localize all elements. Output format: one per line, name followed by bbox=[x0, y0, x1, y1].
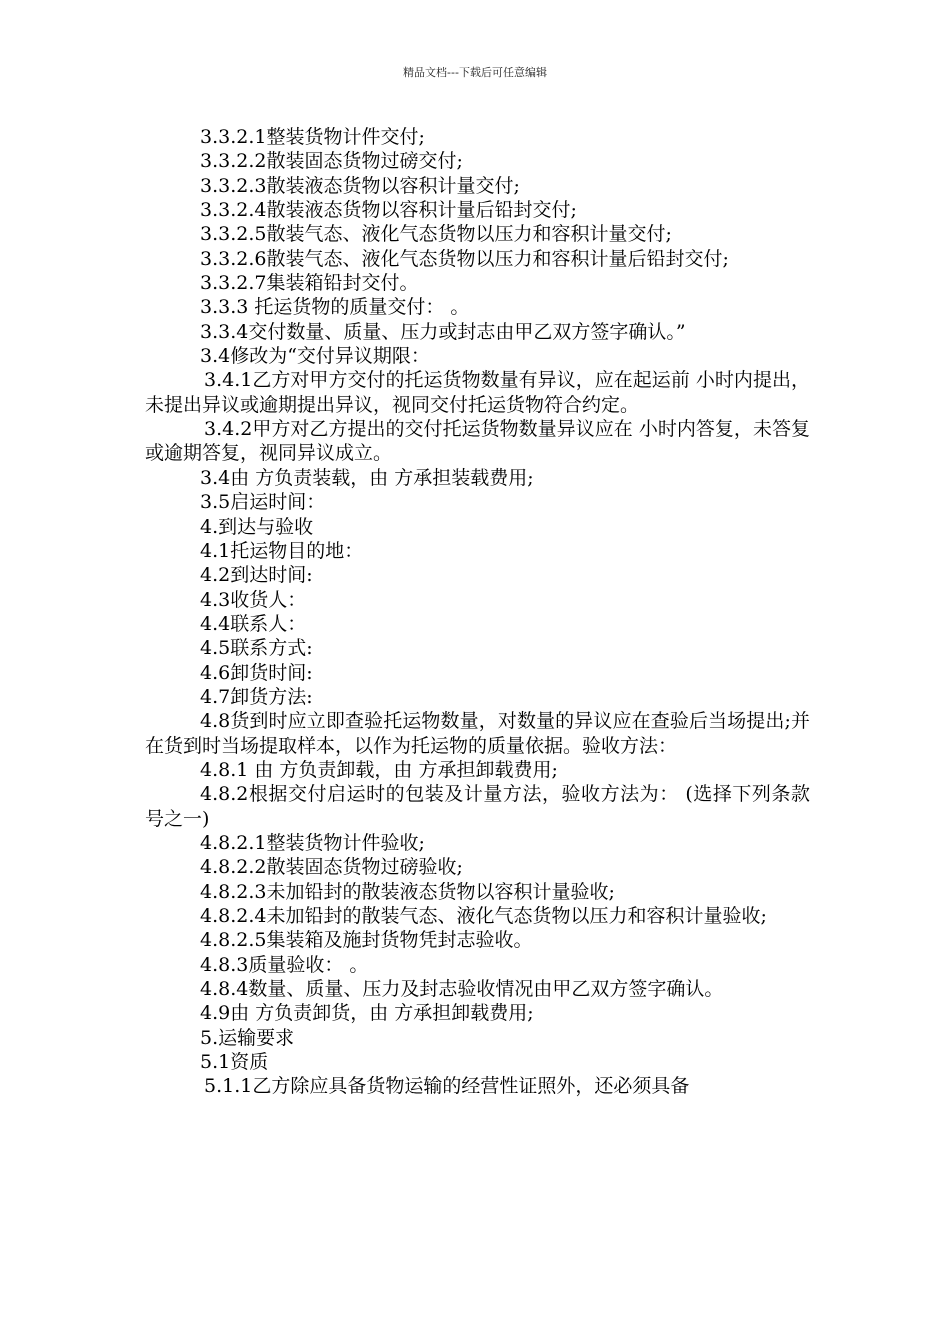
paragraph: 3.3.3 托运货物的质量交付： 。 bbox=[200, 296, 470, 319]
paragraph: 4.4联系人： bbox=[200, 612, 307, 635]
document-body bbox=[145, 125, 810, 1099]
paragraph: 4.7卸货方法: bbox=[200, 685, 313, 708]
paragraph: 4.8.2.5集装箱及施封货物凭封志验收。 bbox=[200, 929, 533, 952]
paragraph: 3.3.2.5散装气态、液化气态货物以压力和容积计量交付; bbox=[200, 223, 672, 246]
paragraph: 4.3收货人： bbox=[200, 588, 307, 611]
paragraph: 4.8.2根据交付启运时的包装及计量方法，验收方法为： (选择下列条款号之一) bbox=[145, 783, 810, 830]
paragraph: 3.3.2.1整装货物计件交付; bbox=[200, 126, 425, 148]
paragraph: 4.8.2.1整装货物计件验收; bbox=[200, 831, 425, 854]
paragraph: 4.2到达时间: bbox=[200, 564, 313, 587]
section-heading: 5.运输要求 bbox=[200, 1026, 295, 1049]
paragraph: 3.3.2.2散装固态货物过磅交付; bbox=[200, 150, 463, 173]
paragraph: 3.4修改为“交付异议期限： bbox=[200, 345, 430, 368]
paragraph: 4.8货到时应立即查验托运物数量，对数量的异议应在查验后当场提出;并在货到时当场提取样本，以作为托运物的质量依据。验收方法： bbox=[145, 710, 810, 757]
paragraph: 4.5联系方式: bbox=[200, 637, 313, 660]
paragraph: 3.4.1乙方对甲方交付的托运货物数量有异议，应在起运前 小时内提出，未提出异议或逾期提出异议，视同交付托运货物符合约定。 bbox=[145, 369, 810, 416]
section-heading: 4.到达与验收 bbox=[200, 515, 314, 538]
paragraph: 3.4.2甲方对乙方提出的交付托运货物数量异议应在 小时内答复，未答复或逾期答复，视同异议成立。 bbox=[145, 418, 810, 465]
paragraph: 3.4由 方负责装载，由 方承担装载费用; bbox=[200, 466, 534, 489]
paragraph: 5.1资质 bbox=[200, 1051, 269, 1074]
paragraph: 3.3.2.3散装液态货物以容积计量交付; bbox=[200, 174, 520, 197]
paragraph: 3.3.2.4散装液态货物以容积计量后铅封交付; bbox=[200, 199, 577, 222]
paragraph: 4.8.4数量、质量、压力及封志验收情况由甲乙双方签字确认。 bbox=[200, 978, 724, 1001]
paragraph: 3.3.2.7集装箱铅封交付。 bbox=[200, 272, 419, 295]
paragraph: 4.8.2.2散装固态货物过磅验收; bbox=[200, 856, 463, 879]
paragraph: 4.6卸货时间: bbox=[200, 661, 313, 684]
paragraph: 4.8.3质量验收： 。 bbox=[200, 953, 369, 976]
paragraph: 4.8.1 由 方负责卸载，由 方承担卸载费用; bbox=[200, 758, 558, 781]
paragraph: 3.3.2.6散装气态、液化气态货物以压力和容积计量后铅封交付; bbox=[200, 247, 729, 270]
paragraph: 5.1.1乙方除应具备货物运输的经营性证照外，还必须具备 bbox=[204, 1075, 690, 1098]
paragraph: 3.3.4交付数量、质量、压力或封志由甲乙双方签字确认。” bbox=[200, 320, 686, 343]
paragraph: 3.5启运时间： bbox=[200, 491, 326, 514]
paragraph: 4.8.2.3未加铅封的散装液态货物以容积计量验收; bbox=[200, 880, 615, 903]
paragraph: 4.9由 方负责卸货，由 方承担卸载费用; bbox=[200, 1002, 534, 1025]
paragraph: 4.1托运物目的地： bbox=[200, 539, 364, 562]
page-header: 精品文档---下载后可任意编辑 bbox=[403, 66, 547, 79]
paragraph: 4.8.2.4未加铅封的散装气态、液化气态货物以压力和容积计量验收; bbox=[200, 905, 767, 927]
